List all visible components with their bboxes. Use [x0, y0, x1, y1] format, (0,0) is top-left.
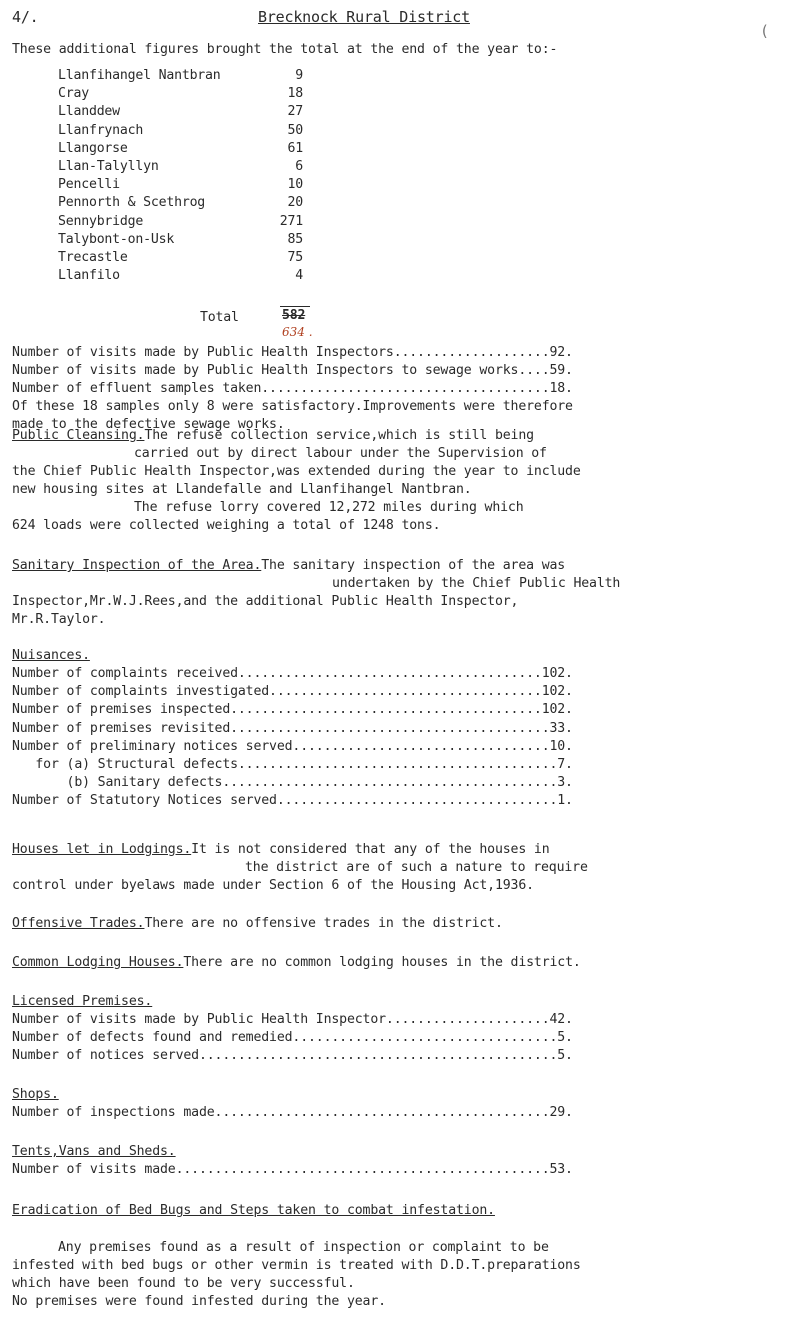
nuisance-line: Number of preliminary notices served.................................10. [12, 738, 573, 754]
houses-let-heading: Houses let in Lodgings. [12, 842, 192, 857]
intro-line: These additional figures brought the total at the end of the year to:- [12, 42, 558, 57]
public-cleansing-line-4: new housing sites at Llandefalle and Llanfihangel Nantbran. [12, 482, 472, 497]
houses-let-line-1: Houses let in Lodgings.It is not considered that any of the houses in [12, 842, 550, 857]
inspection-stat-line: made to the defective sewage works. [12, 417, 285, 432]
place-name: Llanfrynach [58, 122, 144, 138]
place-name: Llangorse [58, 140, 128, 156]
public-cleansing-heading: Public Cleansing. [12, 428, 145, 443]
place-value: 85 [287, 231, 303, 247]
sanitary-line-2: undertaken by the Chief Public Health [332, 576, 621, 591]
nuisance-line: Number of premises inspected........................................102. [12, 702, 573, 718]
tents-line: Number of visits made................................................53. [12, 1162, 573, 1177]
nuisances-heading: Nuisances. [12, 648, 90, 663]
place-name: Llanddew [58, 104, 120, 120]
bed-bugs-heading: Eradication of Bed Bugs and Steps taken to combat infestation. [12, 1203, 495, 1218]
inspection-stat-line: Number of effluent samples taken.....................................18. [12, 381, 573, 396]
total-rule [280, 306, 310, 307]
bed-bugs-line: No premises were found infested during the year. [12, 1294, 386, 1309]
page-number: 4/. [12, 8, 39, 26]
sanitary-line-1: Sanitary Inspection of the Area.The sanitary inspection of the area was [12, 558, 566, 573]
public-cleansing-line-1: Public Cleansing.The refuse collection service,which is still being [12, 428, 534, 443]
public-cleansing-line-5: The refuse lorry covered 12,272 miles during which [134, 500, 524, 515]
common-lodging-line: Common Lodging Houses.There are no common lodging houses in the district. [12, 955, 581, 970]
licensed-premises-heading: Licensed Premises. [12, 994, 153, 1009]
public-cleansing-line-6: 624 loads were collected weighing a total of 1248 tons. [12, 518, 441, 533]
offensive-trades-heading: Offensive Trades. [12, 916, 145, 931]
place-value: 9 [295, 68, 303, 83]
place-value: 27 [287, 104, 303, 120]
nuisance-line: for (a) Structural defects.........................................7. [12, 757, 573, 772]
place-name: Talybont-on-Usk [58, 231, 175, 247]
bed-bugs-line: infested with bed bugs or other vermin is treated with D.D.T.preparations [12, 1258, 581, 1273]
place-name: Llanfihangel Nantbran [58, 68, 221, 83]
shops-heading: Shops. [12, 1087, 59, 1102]
nuisance-line: Number of complaints investigated...................................102. [12, 684, 573, 700]
public-cleansing-line-3: the Chief Public Health Inspector,was extended during the year to include [12, 464, 581, 479]
sanitary-line-4: Mr.R.Taylor. [12, 612, 106, 627]
nuisance-line: Number of complaints received.......................................102. [12, 666, 573, 681]
place-value: 10 [287, 177, 303, 193]
place-value: 18 [287, 86, 303, 102]
houses-let-line-3: control under byelaws made under Section 6 of the Housing Act,1936. [12, 878, 534, 893]
inspection-stat-line: Number of visits made by Public Health Inspectors to sewage works....59. [12, 363, 573, 378]
sanitary-heading: Sanitary Inspection of the Area. [12, 558, 262, 573]
nuisance-line: (b) Sanitary defects...........................................3. [12, 775, 573, 791]
corner-mark: ( [760, 22, 769, 40]
common-lodging-heading: Common Lodging Houses. [12, 955, 184, 970]
place-value: 271 [279, 213, 303, 229]
houses-let-line-2: the district are of such a nature to require [245, 860, 588, 875]
tents-heading: Tents,Vans and Sheds. [12, 1144, 176, 1159]
place-name: Sennybridge [58, 213, 144, 229]
place-value: 20 [287, 195, 303, 211]
public-cleansing-line-2: carried out by direct labour under the Supervision of [134, 446, 547, 461]
place-value: 50 [287, 122, 303, 138]
bed-bugs-line: which have been found to be very successful. [12, 1276, 355, 1291]
nuisance-line: Number of premises revisited.........................................33. [12, 720, 573, 736]
nuisance-line: Number of Statutory Notices served....................................1. [12, 793, 573, 809]
place-name: Llanfilo [58, 268, 120, 284]
place-name: Llan-Talyllyn [58, 159, 159, 174]
place-value: 61 [287, 140, 303, 156]
inspection-stat-line: Of these 18 samples only 8 were satisfactory.Improvements were therefore [12, 399, 573, 414]
licensed-premises-line: Number of notices served..............................................5. [12, 1048, 573, 1063]
shops-line: Number of inspections made...........................................29. [12, 1105, 573, 1120]
bed-bugs-line: Any premises found as a result of inspection or complaint to be [58, 1240, 549, 1255]
place-name: Pencelli [58, 177, 120, 193]
licensed-premises-line: Number of defects found and remedied..................................5. [12, 1030, 573, 1045]
page-title: Brecknock Rural District [258, 8, 470, 26]
total-struck-value: 582 [282, 308, 306, 323]
sanitary-line-3: Inspector,Mr.W.J.Rees,and the additional Public Health Inspector, [12, 594, 519, 609]
total-label: Total [200, 310, 239, 325]
place-name: Pennorth & Scethrog [58, 195, 206, 211]
place-name: Trecastle [58, 250, 128, 265]
total-handwritten-value: 634 . [282, 325, 313, 339]
place-value: 6 [295, 159, 303, 174]
place-name: Cray [58, 86, 89, 102]
inspection-stat-line: Number of visits made by Public Health Inspectors....................92. [12, 345, 573, 360]
licensed-premises-line: Number of visits made by Public Health Inspector.....................42. [12, 1012, 573, 1027]
place-value: 4 [295, 268, 303, 284]
offensive-trades-line: Offensive Trades.There are no offensive trades in the district. [12, 916, 503, 931]
place-value: 75 [287, 250, 303, 265]
